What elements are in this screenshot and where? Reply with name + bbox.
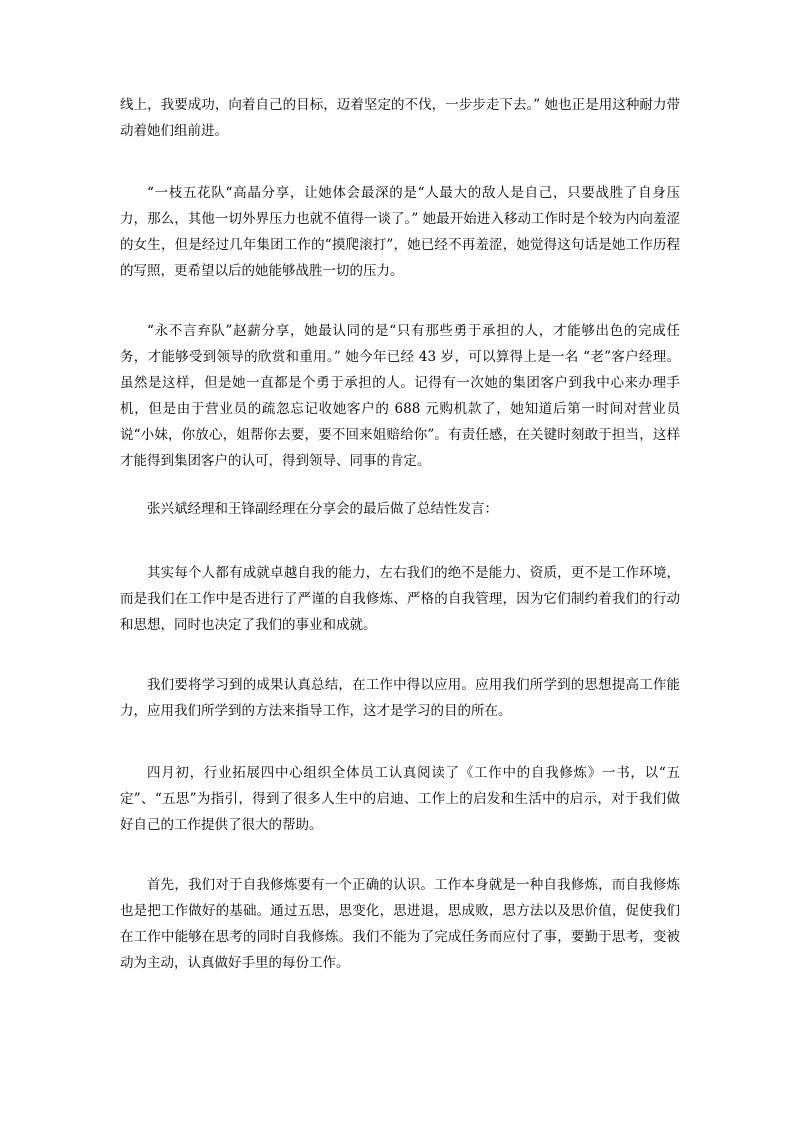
- paragraph-7: 四月初，行业拓展四中心组织全体员工认真阅读了《工作中的自我修炼》一书，以“五定”、“五思”为指引，得到了很多人生中的启迪、工作上的启发和生活中的启示，对于我们做好自己的工作提供了很大的帮助。: [120, 765, 680, 833]
- paragraph-4: 张兴斌经理和王锋副经理在分享会的最后做了总结性发言：: [147, 501, 498, 517]
- paragraph-2: “一枝五花队“高晶分享，让她体会最深的是“人最大的敌人是自己，只要战胜了自身压力，那么，其他一切外界压力也就不值得一谈了。” 她最开始进入移动工作时是个较为内向羞涩的女生，但是经过几年集团工作的“摸爬滚打”，她已经不再羞涩，她觉得这句话是她工作历程的写照，更希望以后的她能够战胜一切的压力。: [120, 185, 680, 279]
- paragraph-1: 线上，我要成功，向着自己的目标，迈着坚定的不伐，一步步走下去。” 她也正是用这种耐力带动着她们组前进。: [120, 97, 680, 139]
- paragraph-6: 我们要将学习到的成果认真总结，在工作中得以应用。应用我们所学到的思想提高工作能力，应用我们所学到的方法来指导工作，这才是学习的目的所在。: [120, 677, 680, 719]
- paragraph-5: 其实每个人都有成就卓越自我的能力，左右我们的绝不是能力、资质，更不是工作环境，而是我们在工作中是否进行了严谨的自我修炼、严格的自我管理，因为它们制约着我们的行动和思想，同时也决定了我们的事业和成就。: [120, 565, 680, 633]
- paragraph-3: “永不言弃队”赵薪分享，她最认同的是“只有那些勇于承担的人，才能够出色的完成任务，才能够受到领导的欣赏和重用。” 她今年已经 43 岁，可以算得上是一名 “老”客户经理。虽然是这样，但是她一直都是个勇于承担的人。记得有一次她的集团客户到我中心来办理手机，但是由于营业员的疏忽忘记收她客户的 688 元购机款了，她知道后第一时间对营业员说“小妹，你放心，姐帮你去要，要不回来姐赔给你”。有责任感，在关键时刻敢于担当，这样才能得到集团客户的认可，得到领导、同事的肯定。: [120, 323, 680, 469]
- paragraph-8: 首先，我们对于自我修炼要有一个正确的认识。工作本身就是一种自我修炼，而自我修炼也是把工作做好的基础。通过五思，思变化，思进退，思成败，思方法以及思价值，促使我们在工作中能够在思考的同时自我修炼。我们不能为了完成任务而应付了事，要勤于思考，变被动为主动，认真做好手里的每份工作。: [120, 877, 680, 971]
